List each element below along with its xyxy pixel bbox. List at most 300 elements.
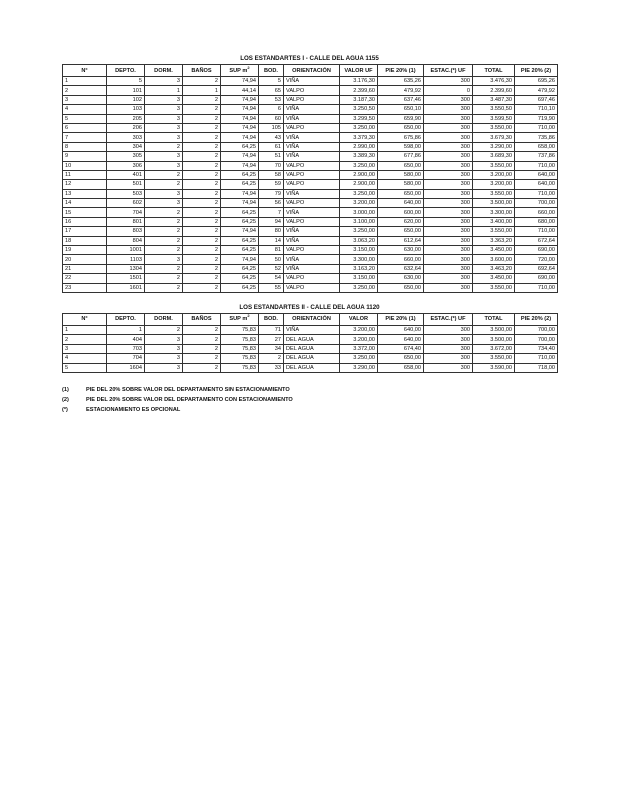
col-header-orientacion: ORIENTACIÓN (284, 65, 340, 77)
cell-sup: 75,83 (221, 335, 259, 344)
cell-banos: 2 (183, 208, 221, 217)
cell-n: 11 (63, 170, 107, 179)
cell-dorm: 3 (145, 95, 183, 104)
cell-dorm: 3 (145, 152, 183, 161)
cell-sup: 64,25 (221, 236, 259, 245)
cell-n: 12 (63, 180, 107, 189)
cell-banos: 2 (183, 255, 221, 264)
table-row (63, 114, 558, 123)
cell-pie2: 700,00 (515, 325, 558, 334)
cell-banos: 2 (183, 344, 221, 353)
table-row (63, 133, 558, 142)
cell-pie2: 660,00 (515, 208, 558, 217)
col-header-pie1: PIE 20% (1) (378, 65, 424, 77)
cell-bod: 27 (259, 335, 284, 344)
cell-total: 3.450,00 (473, 274, 515, 283)
cell-total: 3.600,00 (473, 255, 515, 264)
table-row (63, 227, 558, 236)
col-header-valor: VALOR UF (340, 65, 378, 77)
cell-pie1: 660,00 (378, 255, 424, 264)
cell-pie1: 650,10 (378, 105, 424, 114)
cell-dorm: 3 (145, 189, 183, 198)
cell-valor: 3.250,00 (340, 227, 378, 236)
cell-bod: 80 (259, 227, 284, 236)
cell-bod: 14 (259, 236, 284, 245)
table-row (63, 123, 558, 132)
cell-depto: 1601 (107, 283, 145, 292)
cell-pie1: 650,00 (378, 354, 424, 363)
cell-estac: 300 (424, 208, 473, 217)
cell-dorm: 2 (145, 142, 183, 151)
cell-pie1: 580,00 (378, 170, 424, 179)
cell-pie1: 674,40 (378, 344, 424, 353)
cell-bod: 52 (259, 264, 284, 273)
cell-estac: 300 (424, 354, 473, 363)
cell-bod: 50 (259, 255, 284, 264)
cell-orientacion: VALPO (284, 180, 340, 189)
cell-n: 19 (63, 246, 107, 255)
cell-dorm: 3 (145, 114, 183, 123)
cell-orientacion: VIÑA (284, 236, 340, 245)
cell-total: 3.200,00 (473, 180, 515, 189)
cell-sup: 64,25 (221, 246, 259, 255)
footnote-mark: (2) (62, 396, 69, 403)
cell-dorm: 2 (145, 170, 183, 179)
cell-banos: 2 (183, 325, 221, 334)
cell-pie1: 675,86 (378, 133, 424, 142)
cell-banos: 2 (183, 105, 221, 114)
cell-valor: 3.200,00 (340, 335, 378, 344)
cell-estac: 300 (424, 114, 473, 123)
cell-orientacion: VALPO (284, 95, 340, 104)
cell-pie2: 735,86 (515, 133, 558, 142)
cell-bod: 34 (259, 344, 284, 353)
cell-depto: 305 (107, 152, 145, 161)
cell-dorm: 2 (145, 208, 183, 217)
cell-estac: 300 (424, 77, 473, 86)
cell-sup: 74,94 (221, 161, 259, 170)
cell-n: 8 (63, 142, 107, 151)
cell-sup: 74,94 (221, 255, 259, 264)
table-row (63, 236, 558, 245)
cell-sup: 74,94 (221, 227, 259, 236)
cell-valor: 3.000,00 (340, 208, 378, 217)
cell-bod: 81 (259, 246, 284, 255)
cell-valor: 3.250,00 (340, 161, 378, 170)
cell-banos: 2 (183, 189, 221, 198)
col-header-estac: ESTAC.(*) UF (424, 313, 473, 325)
table-row (63, 199, 558, 208)
table2-body (63, 325, 558, 372)
cell-banos: 2 (183, 217, 221, 226)
cell-valor: 3.200,00 (340, 325, 378, 334)
cell-estac: 300 (424, 123, 473, 132)
cell-estac: 300 (424, 255, 473, 264)
cell-bod: 55 (259, 283, 284, 292)
cell-valor: 3.250,00 (340, 189, 378, 198)
cell-bod: 65 (259, 86, 284, 95)
cell-pie1: 600,00 (378, 208, 424, 217)
cell-dorm: 2 (145, 325, 183, 334)
cell-dorm: 2 (145, 180, 183, 189)
cell-sup: 64,25 (221, 208, 259, 217)
cell-total: 3.679,30 (473, 133, 515, 142)
cell-depto: 1 (107, 325, 145, 334)
col-header-dorm: DORM. (145, 313, 183, 325)
footnote-text: PIE DEL 20% SOBRE VALOR DEL DEPARTAMENTO CON ESTACIONAMIENTO (86, 396, 293, 403)
cell-total: 3.550,00 (473, 189, 515, 198)
cell-estac: 300 (424, 133, 473, 142)
cell-pie2: 640,00 (515, 180, 558, 189)
cell-total: 3.599,50 (473, 114, 515, 123)
cell-dorm: 1 (145, 86, 183, 95)
cell-dorm: 3 (145, 199, 183, 208)
cell-total: 3.400,00 (473, 217, 515, 226)
col-header-estac: ESTAC.(*) UF (424, 65, 473, 77)
cell-banos: 2 (183, 246, 221, 255)
cell-pie2: 710,00 (515, 283, 558, 292)
cell-orientacion: DEL AGUA (284, 363, 340, 372)
cell-estac: 300 (424, 95, 473, 104)
cell-pie2: 700,00 (515, 335, 558, 344)
cell-total: 3.363,20 (473, 236, 515, 245)
cell-banos: 2 (183, 77, 221, 86)
cell-dorm: 2 (145, 236, 183, 245)
cell-dorm: 3 (145, 344, 183, 353)
cell-total: 3.500,00 (473, 325, 515, 334)
cell-pie1: 650,00 (378, 189, 424, 198)
cell-banos: 2 (183, 161, 221, 170)
cell-dorm: 2 (145, 246, 183, 255)
cell-dorm: 3 (145, 123, 183, 132)
cell-pie1: 659,90 (378, 114, 424, 123)
cell-valor: 3.176,30 (340, 77, 378, 86)
col-header-banos: BAÑOS (183, 65, 221, 77)
cell-total: 3.550,00 (473, 283, 515, 292)
table-row (63, 152, 558, 161)
cell-pie2: 734,40 (515, 344, 558, 353)
cell-total: 3.200,00 (473, 170, 515, 179)
cell-banos: 2 (183, 170, 221, 179)
cell-n: 20 (63, 255, 107, 264)
cell-n: 1 (63, 77, 107, 86)
cell-orientacion: VIÑA (284, 208, 340, 217)
footnote-mark: (1) (62, 386, 69, 393)
table1-body (63, 77, 558, 293)
cell-total: 2.399,60 (473, 86, 515, 95)
cell-bod: 6 (259, 105, 284, 114)
cell-bod: 2 (259, 354, 284, 363)
cell-bod: 59 (259, 180, 284, 189)
price-sheet (62, 54, 557, 415)
cell-bod: 94 (259, 217, 284, 226)
cell-total: 3.487,30 (473, 95, 515, 104)
table2-title: LOS ESTANDARTES II - CALLE DEL AGUA 1120 (239, 303, 380, 311)
cell-depto: 801 (107, 217, 145, 226)
cell-pie2: 710,00 (515, 161, 558, 170)
cell-sup: 75,83 (221, 344, 259, 353)
cell-valor: 3.250,00 (340, 283, 378, 292)
table-row (63, 86, 558, 95)
cell-pie2: 737,86 (515, 152, 558, 161)
cell-depto: 501 (107, 180, 145, 189)
cell-estac: 300 (424, 236, 473, 245)
cell-depto: 303 (107, 133, 145, 142)
cell-pie1: 598,00 (378, 142, 424, 151)
cell-orientacion: VIÑA (284, 77, 340, 86)
cell-banos: 2 (183, 354, 221, 363)
cell-estac: 300 (424, 283, 473, 292)
cell-banos: 2 (183, 180, 221, 189)
cell-bod: 33 (259, 363, 284, 372)
cell-depto: 206 (107, 123, 145, 132)
cell-sup: 64,25 (221, 142, 259, 151)
cell-banos: 2 (183, 363, 221, 372)
cell-n: 13 (63, 189, 107, 198)
cell-valor: 3.200,00 (340, 199, 378, 208)
cell-pie2: 690,00 (515, 274, 558, 283)
cell-depto: 103 (107, 105, 145, 114)
cell-n: 18 (63, 236, 107, 245)
cell-orientacion: VALPO (284, 123, 340, 132)
cell-sup: 74,94 (221, 152, 259, 161)
table-row (63, 170, 558, 179)
cell-estac: 300 (424, 105, 473, 114)
cell-depto: 703 (107, 344, 145, 353)
cell-dorm: 2 (145, 217, 183, 226)
table-row (63, 208, 558, 217)
cell-estac: 300 (424, 344, 473, 353)
cell-n: 10 (63, 161, 107, 170)
cell-orientacion: VALPO (284, 274, 340, 283)
cell-bod: 79 (259, 189, 284, 198)
cell-n: 23 (63, 283, 107, 292)
cell-pie2: 710,10 (515, 105, 558, 114)
cell-orientacion: VALPO (284, 161, 340, 170)
footnote (62, 405, 557, 415)
cell-banos: 2 (183, 199, 221, 208)
cell-sup: 64,25 (221, 170, 259, 179)
cell-n: 17 (63, 227, 107, 236)
table-row (63, 142, 558, 151)
cell-n: 9 (63, 152, 107, 161)
cell-valor: 3.372,00 (340, 344, 378, 353)
cell-depto: 401 (107, 170, 145, 179)
table-row (63, 180, 558, 189)
cell-pie1: 580,00 (378, 180, 424, 189)
cell-pie1: 640,00 (378, 325, 424, 334)
cell-sup: 74,94 (221, 199, 259, 208)
table-row (63, 105, 558, 114)
cell-depto: 306 (107, 161, 145, 170)
cell-valor: 3.100,00 (340, 217, 378, 226)
col-header-orientacion: ORIENTACIÓN (284, 313, 340, 325)
cell-n: 22 (63, 274, 107, 283)
cell-pie1: 637,46 (378, 95, 424, 104)
cell-total: 3.500,00 (473, 335, 515, 344)
table-row (63, 264, 558, 273)
cell-dorm: 2 (145, 227, 183, 236)
cell-estac: 300 (424, 161, 473, 170)
cell-sup: 64,25 (221, 283, 259, 292)
cell-bod: 53 (259, 95, 284, 104)
cell-estac: 0 (424, 86, 473, 95)
cell-n: 2 (63, 86, 107, 95)
cell-estac: 300 (424, 363, 473, 372)
cell-bod: 51 (259, 152, 284, 161)
cell-n: 15 (63, 208, 107, 217)
cell-orientacion: VIÑA (284, 133, 340, 142)
cell-dorm: 2 (145, 274, 183, 283)
cell-estac: 300 (424, 189, 473, 198)
cell-pie2: 479,92 (515, 86, 558, 95)
table-row (63, 274, 558, 283)
cell-pie2: 720,00 (515, 255, 558, 264)
cell-valor: 3.379,30 (340, 133, 378, 142)
cell-orientacion: VIÑA (284, 255, 340, 264)
col-header-n: N° (63, 313, 107, 325)
cell-pie2: 710,00 (515, 123, 558, 132)
table-row (63, 325, 558, 334)
col-header-depto: DEPTO. (107, 313, 145, 325)
cell-banos: 2 (183, 283, 221, 292)
cell-sup: 64,25 (221, 180, 259, 189)
cell-pie2: 697,46 (515, 95, 558, 104)
footnote (62, 395, 557, 405)
table1-title: LOS ESTANDARTES I - CALLE DEL AGUA 1155 (240, 55, 379, 62)
cell-pie2: 640,00 (515, 170, 558, 179)
cell-valor: 3.250,50 (340, 105, 378, 114)
cell-n: 1 (63, 325, 107, 334)
col-header-pie2: PIE 20% (2) (515, 65, 558, 77)
cell-valor: 3.187,30 (340, 95, 378, 104)
cell-sup: 74,94 (221, 77, 259, 86)
cell-total: 3.550,50 (473, 105, 515, 114)
cell-depto: 804 (107, 236, 145, 245)
cell-banos: 2 (183, 264, 221, 273)
cell-pie1: 650,00 (378, 283, 424, 292)
col-header-pie2: PIE 20% (2) (515, 313, 558, 325)
cell-orientacion: VIÑA (284, 227, 340, 236)
cell-dorm: 3 (145, 133, 183, 142)
cell-estac: 300 (424, 152, 473, 161)
cell-orientacion: VIÑA (284, 189, 340, 198)
cell-total: 3.450,00 (473, 246, 515, 255)
cell-pie2: 700,00 (515, 199, 558, 208)
table-row (63, 363, 558, 372)
cell-orientacion: VALPO (284, 86, 340, 95)
cell-valor: 2.900,00 (340, 170, 378, 179)
cell-depto: 503 (107, 189, 145, 198)
cell-pie2: 672,64 (515, 236, 558, 245)
cell-pie2: 718,00 (515, 363, 558, 372)
cell-dorm: 3 (145, 161, 183, 170)
cell-estac: 300 (424, 180, 473, 189)
table-row (63, 217, 558, 226)
cell-orientacion: VIÑA (284, 142, 340, 151)
cell-depto: 1501 (107, 274, 145, 283)
cell-depto: 5 (107, 77, 145, 86)
cell-total: 3.550,00 (473, 227, 515, 236)
cell-pie1: 632,64 (378, 264, 424, 273)
cell-total: 3.500,00 (473, 199, 515, 208)
footnote-text: ESTACIONAMIENTO ES OPCIONAL (86, 406, 181, 413)
cell-orientacion: VIÑA (284, 264, 340, 273)
cell-orientacion: DEL AGUA (284, 344, 340, 353)
cell-pie1: 640,00 (378, 199, 424, 208)
cell-orientacion: VALPO (284, 283, 340, 292)
cell-bod: 70 (259, 161, 284, 170)
cell-bod: 60 (259, 114, 284, 123)
cell-valor: 2.900,00 (340, 180, 378, 189)
col-header-pie1: PIE 20% (1) (378, 313, 424, 325)
table-row (63, 95, 558, 104)
cell-orientacion: VALPO (284, 246, 340, 255)
cell-total: 3.550,00 (473, 161, 515, 170)
cell-valor: 3.250,00 (340, 354, 378, 363)
cell-sup: 64,25 (221, 217, 259, 226)
cell-valor: 3.250,00 (340, 123, 378, 132)
cell-dorm: 3 (145, 363, 183, 372)
cell-depto: 404 (107, 335, 145, 344)
cell-total: 3.463,20 (473, 264, 515, 273)
cell-depto: 704 (107, 208, 145, 217)
cell-sup: 74,94 (221, 123, 259, 132)
col-header-sup: SUP $m^2$ (221, 65, 259, 77)
cell-sup: 75,83 (221, 363, 259, 372)
cell-banos: 2 (183, 236, 221, 245)
table1 (62, 64, 558, 293)
col-header-total: TOTAL (473, 313, 515, 325)
cell-pie1: 677,86 (378, 152, 424, 161)
cell-estac: 300 (424, 325, 473, 334)
cell-pie1: 650,00 (378, 227, 424, 236)
cell-dorm: 3 (145, 335, 183, 344)
cell-n: 5 (63, 114, 107, 123)
cell-banos: 2 (183, 123, 221, 132)
cell-dorm: 3 (145, 105, 183, 114)
cell-banos: 2 (183, 335, 221, 344)
cell-orientacion: VALPO (284, 170, 340, 179)
col-header-total: TOTAL (473, 65, 515, 77)
cell-estac: 300 (424, 264, 473, 273)
cell-depto: 704 (107, 354, 145, 363)
col-header-depto: DEPTO. (107, 65, 145, 77)
cell-pie1: 630,00 (378, 246, 424, 255)
cell-total: 3.550,00 (473, 123, 515, 132)
footnotes (62, 385, 557, 415)
footnote-text: PIE DEL 20% SOBRE VALOR DEL DEPARTAMENTO SIN ESTACIONAMIENTO (86, 386, 290, 393)
cell-total: 3.550,00 (473, 354, 515, 363)
cell-banos: 1 (183, 86, 221, 95)
cell-n: 3 (63, 344, 107, 353)
cell-dorm: 3 (145, 354, 183, 363)
cell-banos: 2 (183, 142, 221, 151)
cell-pie1: 640,00 (378, 335, 424, 344)
cell-orientacion: VALPO (284, 217, 340, 226)
cell-bod: 71 (259, 325, 284, 334)
cell-estac: 300 (424, 274, 473, 283)
cell-pie1: 612,64 (378, 236, 424, 245)
table-row (63, 344, 558, 353)
cell-sup: 64,25 (221, 274, 259, 283)
cell-sup: 74,94 (221, 105, 259, 114)
footnote-mark: (*) (62, 406, 68, 413)
cell-dorm: 3 (145, 77, 183, 86)
col-header-sup: SUP $m^2$ (221, 313, 259, 325)
cell-n: 6 (63, 123, 107, 132)
cell-total: 3.689,30 (473, 152, 515, 161)
